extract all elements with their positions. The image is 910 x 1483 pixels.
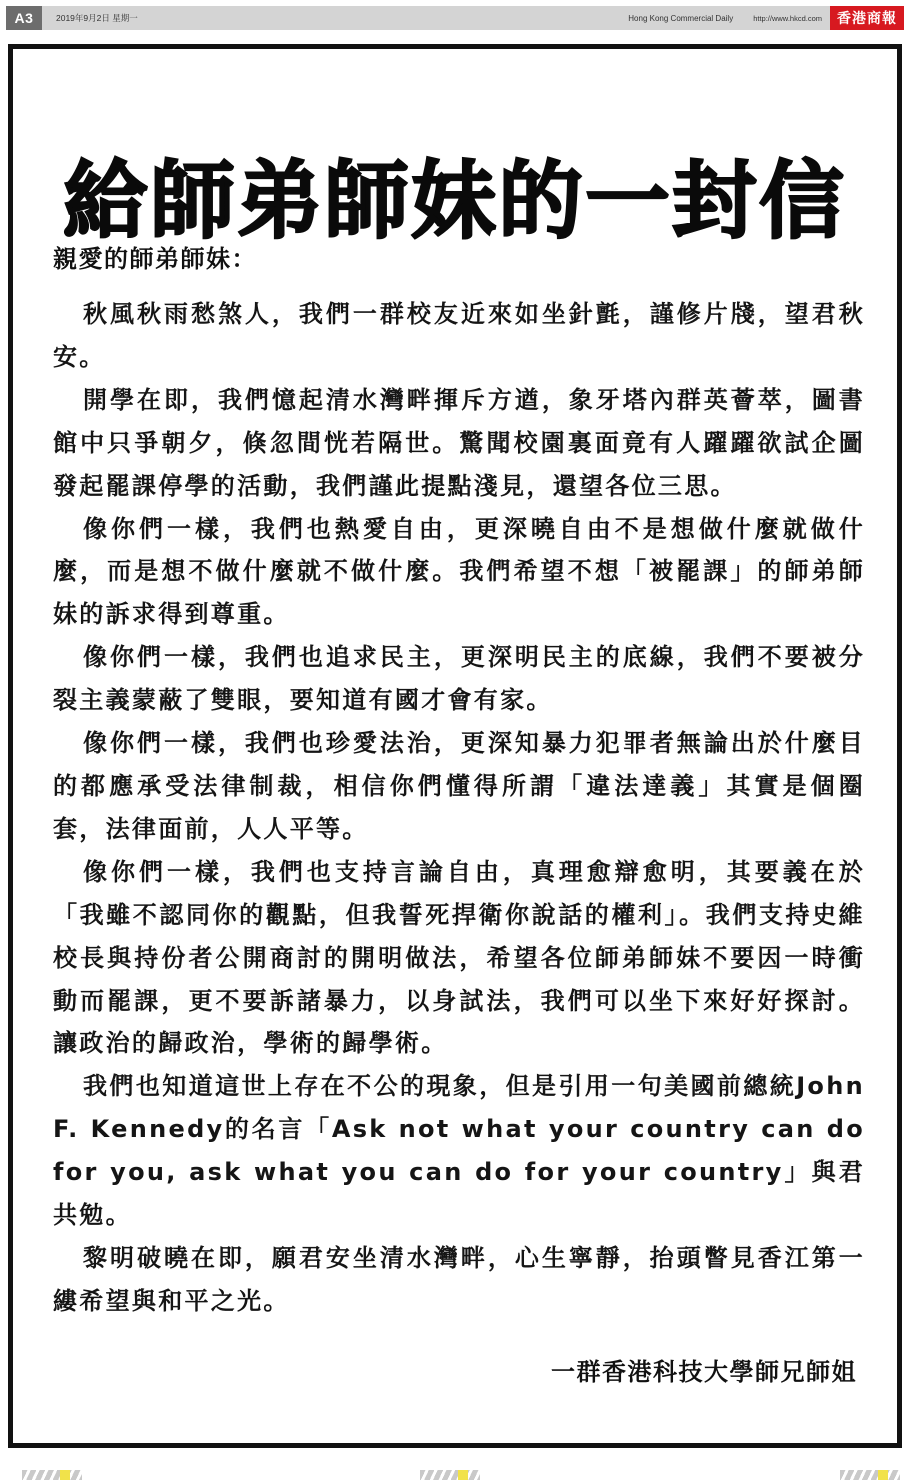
newspaper-logo: 香港商報 (830, 6, 904, 30)
letter-paragraph-6: 像你們一樣，我們也支持言論自由，真理愈辯愈明，其要義在於「我雖不認同你的觀點，但我誓死捍衛你說話的權利」。我們支持史維校長與持份者公開商討的開明做法，希望各位師弟師妹不要因一時衝動而罷課，更不要訴諸暴力，以身試法，我們可以坐下來好好探討。讓政治的歸政治，學術的歸學術。 (53, 857, 865, 1058)
letter-paragraph-2: 開學在即，我們憶起清水灣畔揮斥方遒，象牙塔內群英薈萃，圖書館中只爭朝夕，倏忽間恍若隔世。驚聞校園裏面竟有人躍躍欲試企圖發起罷課停學的活動，我們謹此提點淺見，還望各位三思。 (53, 385, 865, 500)
registration-mark (420, 1470, 480, 1480)
letter-salutation: 親愛的師弟師妹： (53, 245, 257, 273)
registration-color-patch (878, 1470, 888, 1480)
masthead (6, 6, 904, 30)
registration-color-patch (60, 1470, 70, 1480)
page-number-badge: A3 (6, 6, 42, 30)
letter-paragraph-8: 黎明破曉在即，願君安坐清水灣畔，心生寧靜，抬頭瞥見香江第一縷希望與和平之光。 (53, 1243, 865, 1315)
letter-paragraph-3: 像你們一樣，我們也熱愛自由，更深曉自由不是想做什麼就做什麼，而是想不做什麼就不做什麼。我們希望不想「被罷課」的師弟師妹的訴求得到尊重。 (53, 514, 865, 629)
letter-headline: 給師弟師妹的一封信 (63, 152, 847, 251)
letter-body (53, 293, 865, 1323)
paper-english-name: Hong Kong Commercial Daily (628, 13, 734, 23)
letter-paragraph-7: 我們也知道這世上存在不公的現象，但是引用一句美國前總統John F. Kennedy的名言「Ask not what your country can do for you, ask what you can do for your country」與君共勉。 (53, 1072, 865, 1230)
letter-signature: 一群香港科技大學師兄師姐 (551, 1358, 857, 1386)
paper-website-link[interactable]: http://www.hkcd.com (753, 13, 822, 23)
open-letter-advertisement (8, 44, 902, 1448)
letter-paragraph-4: 像你們一樣，我們也追求民主，更深明民主的底線，我們不要被分裂主義蒙蔽了雙眼，要知道有國才會有家。 (53, 643, 865, 715)
registration-mark (840, 1470, 900, 1480)
issue-date: 2019年9月2日 星期一 (56, 13, 138, 23)
registration-color-patch (458, 1470, 468, 1480)
registration-mark (22, 1470, 82, 1480)
letter-paragraph-1: 秋風秋雨愁煞人，我們一群校友近來如坐針氈，謹修片牋，望君秋安。 (53, 300, 865, 371)
letter-paragraph-5: 像你們一樣，我們也珍愛法治，更深知暴力犯罪者無論出於什麼目的都應承受法律制裁，相信你們懂得所謂「違法達義」其實是個圈套，法律面前，人人平等。 (53, 729, 865, 843)
print-registration-strip (0, 1466, 910, 1483)
